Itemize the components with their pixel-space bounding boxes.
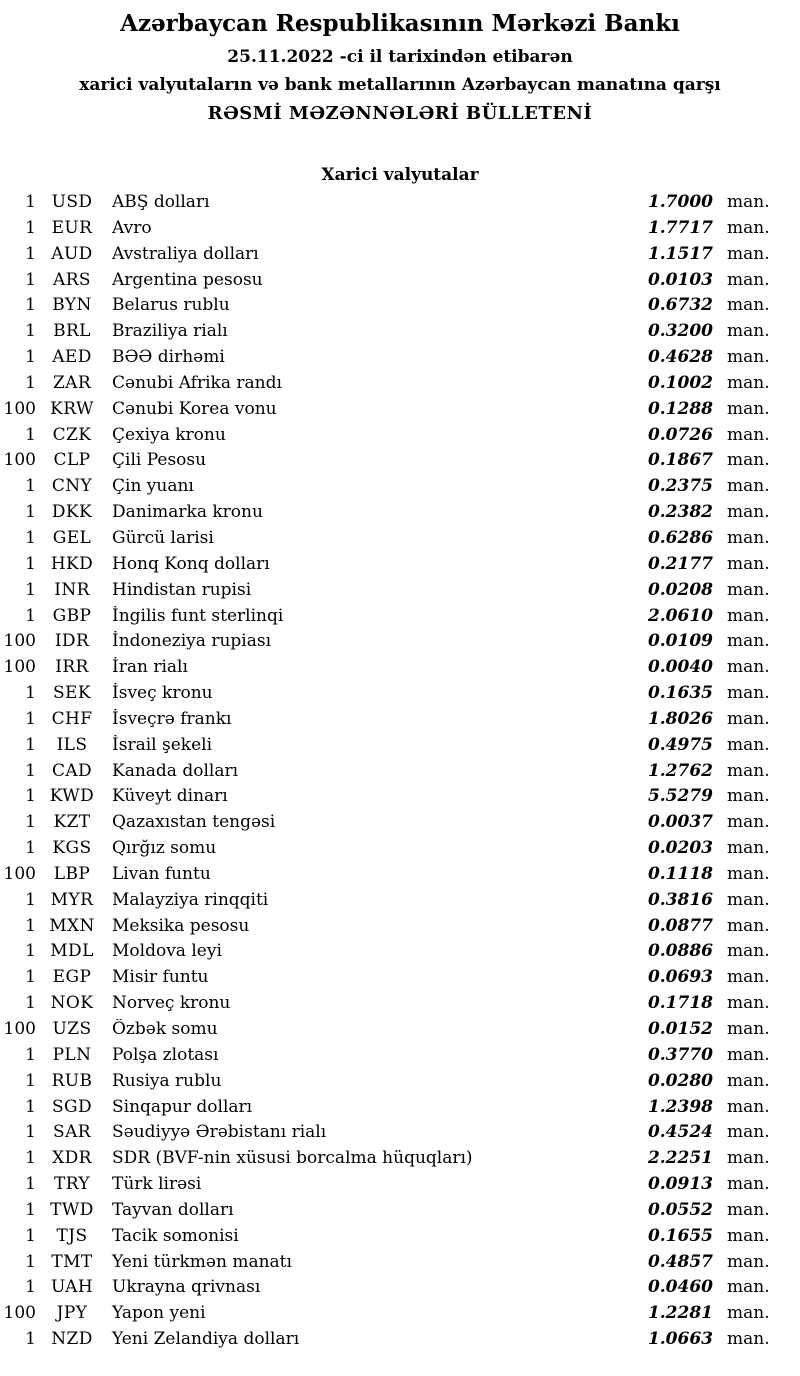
currency-code: IDR [54, 631, 90, 652]
currency-name: Argentina pesosu [112, 269, 263, 290]
currency-rate: 0.2382 [647, 502, 713, 523]
currency-quantity: 1 [25, 295, 36, 316]
currency-unit: man. [727, 476, 770, 497]
currency-quantity: 100 [3, 657, 36, 678]
currency-quantity: 1 [25, 321, 36, 342]
currency-name: Livan funtu [112, 863, 211, 884]
currency-unit: man. [727, 760, 770, 781]
currency-row [0, 683, 770, 709]
currency-rate: 0.1867 [647, 450, 713, 471]
currency-row [0, 1225, 770, 1252]
bulletin-title-line: RƏSMİ MƏZƏNNƏLƏRİ BÜLLETENİ [207, 103, 593, 124]
currency-row [0, 476, 770, 502]
currency-rate: 0.1718 [647, 993, 713, 1014]
currency-quantity: 1 [25, 1251, 36, 1272]
currency-quantity: 1 [25, 217, 36, 238]
currency-code: GBP [52, 605, 92, 626]
currency-quantity: 1 [25, 269, 36, 290]
currency-name: Tacik somonisi [112, 1225, 239, 1246]
currency-name: SDR (BVF-nin xüsusi borcalma hüquqları) [112, 1148, 473, 1169]
currency-unit: man. [727, 1044, 770, 1065]
currency-quantity: 1 [25, 1174, 36, 1195]
currency-unit: man. [727, 863, 770, 884]
currency-code: ARS [53, 269, 91, 290]
currency-code: CZK [52, 424, 92, 445]
currency-quantity: 1 [25, 1199, 36, 1220]
currency-name: Yeni türkmən manatı [112, 1251, 292, 1272]
currency-unit: man. [727, 398, 770, 419]
currency-rate: 0.3200 [647, 321, 713, 342]
currency-name: Polşa zlotası [112, 1044, 219, 1065]
currency-code: CAD [51, 760, 93, 781]
currency-unit: man. [727, 1174, 770, 1195]
currency-row [0, 1122, 770, 1148]
currency-name: Braziliya rialı [112, 321, 228, 342]
currency-rate: 1.2398 [647, 1096, 713, 1117]
currency-quantity: 1 [25, 372, 36, 393]
currency-name: İsveçrə frankı [112, 708, 232, 729]
currency-code: USD [51, 192, 93, 212]
currency-code: TMT [51, 1251, 93, 1272]
currency-name: ABŞ dolları [112, 192, 210, 212]
currency-code: IRR [55, 657, 89, 678]
currency-rate: 0.0280 [647, 1070, 713, 1091]
currency-quantity: 100 [3, 1303, 36, 1324]
currency-unit: man. [727, 993, 770, 1014]
currency-unit: man. [727, 269, 770, 290]
currency-rate: 0.0552 [647, 1199, 713, 1220]
currency-row [0, 941, 770, 967]
currency-quantity: 1 [25, 424, 36, 445]
currency-row [0, 631, 770, 657]
currency-code: ILS [56, 734, 88, 755]
currency-name: Yeni Zelandiya dolları [112, 1329, 300, 1350]
currency-row [0, 553, 770, 580]
currency-rate: 0.0040 [647, 657, 713, 678]
currency-quantity: 1 [25, 993, 36, 1014]
currency-rate: 0.6732 [647, 295, 713, 316]
currency-code: LBP [53, 863, 91, 884]
currency-code: CNY [51, 476, 93, 497]
currency-quantity: 1 [25, 1070, 36, 1091]
currency-rate: 0.3816 [647, 889, 713, 910]
currency-quantity: 1 [25, 683, 36, 704]
currency-code: KWD [49, 786, 95, 807]
currency-row [0, 605, 770, 632]
currency-rate: 2.0610 [647, 605, 713, 626]
currency-code: PLN [52, 1044, 92, 1065]
section-title-foreign-currencies: Xarici valyutalar [321, 165, 479, 185]
currency-quantity: 1 [25, 1044, 36, 1065]
currency-rate: 0.0203 [647, 838, 713, 859]
currency-code: TRY [53, 1174, 91, 1195]
currency-code: KGS [52, 838, 92, 859]
currency-name: Səudiyyə Ərəbistanı rialı [112, 1122, 327, 1143]
currency-name: Meksika pesosu [112, 915, 250, 936]
currency-code: DKK [51, 502, 93, 523]
currency-quantity: 1 [25, 1225, 36, 1246]
currency-name: Ukrayna qrivnası [112, 1277, 261, 1298]
currency-unit: man. [727, 527, 770, 548]
currency-rate: 1.0663 [647, 1329, 713, 1350]
currency-quantity: 1 [25, 347, 36, 368]
currency-unit: man. [727, 683, 770, 704]
currency-rate: 0.1002 [647, 372, 713, 393]
currency-name: Misir funtu [112, 967, 209, 988]
currency-rate: 0.4524 [647, 1122, 713, 1143]
currency-row [0, 502, 770, 528]
currency-code: AUD [51, 243, 93, 264]
currency-row [0, 1044, 770, 1071]
currency-name: Hindistan rupisi [112, 579, 252, 600]
currency-row [0, 838, 770, 864]
currency-name: Danimarka kronu [112, 502, 263, 523]
currency-unit: man. [727, 243, 770, 264]
currency-quantity: 1 [25, 708, 36, 729]
currency-name: Çili Pesosu [112, 450, 207, 471]
currency-rate: 0.0693 [647, 967, 713, 988]
currency-row [0, 1329, 770, 1355]
currency-unit: man. [727, 657, 770, 678]
currency-row [0, 1277, 770, 1303]
currency-code: TJS [56, 1225, 88, 1246]
currency-unit: man. [727, 553, 770, 574]
currency-unit: man. [727, 502, 770, 523]
currency-rate: 1.7717 [647, 217, 713, 238]
currency-code: MDL [50, 941, 94, 962]
currency-code: NZD [51, 1329, 93, 1350]
currency-code: UZS [52, 1019, 92, 1039]
currency-quantity: 1 [25, 243, 36, 264]
currency-code: HKD [50, 553, 94, 574]
currency-row [0, 295, 770, 321]
currency-unit: man. [727, 450, 770, 471]
currency-code: BRL [53, 321, 91, 342]
currency-row [0, 1174, 770, 1200]
currency-name: Yapon yeni [112, 1303, 206, 1324]
currency-row [0, 889, 770, 916]
currency-name: Belarus rublu [112, 295, 230, 316]
currency-row [0, 398, 770, 425]
currency-unit: man. [727, 579, 770, 600]
currency-row [0, 243, 770, 270]
currency-code: SAR [53, 1122, 91, 1143]
currency-code: CLP [53, 450, 91, 471]
currency-rate: 0.0037 [647, 812, 713, 833]
currency-unit: man. [727, 1148, 770, 1169]
currency-unit: man. [727, 1070, 770, 1091]
currency-unit: man. [727, 915, 770, 936]
currency-row [0, 812, 770, 838]
currency-quantity: 1 [25, 915, 36, 936]
currency-code: EUR [51, 217, 93, 238]
currency-unit: man. [727, 1329, 770, 1350]
currency-quantity: 100 [3, 450, 36, 471]
currency-row [0, 372, 770, 399]
currency-rate: 0.0103 [647, 269, 713, 290]
currency-row [0, 760, 770, 787]
currency-name: Qazaxıstan tengəsi [112, 812, 276, 833]
currency-row [0, 1070, 770, 1097]
currency-name: Cənubi Korea vonu [112, 398, 277, 419]
currency-quantity: 1 [25, 527, 36, 548]
currency-code: XDR [52, 1148, 92, 1169]
currency-rate: 1.7000 [647, 192, 713, 212]
currency-quantity: 100 [3, 863, 36, 884]
currency-row [0, 993, 770, 1019]
currency-unit: man. [727, 321, 770, 342]
currency-name: Türk lirəsi [112, 1174, 202, 1195]
currency-code: TWD [50, 1199, 94, 1220]
currency-quantity: 1 [25, 786, 36, 807]
currency-name: Kanada dolları [112, 760, 239, 781]
currency-name: İngilis funt sterlinqi [112, 605, 284, 626]
currency-name: Küveyt dinarı [112, 786, 228, 807]
currency-quantity: 1 [25, 1096, 36, 1117]
currency-row [0, 347, 770, 373]
currency-unit: man. [727, 1277, 770, 1298]
currency-name: Tayvan dolları [112, 1199, 234, 1220]
currency-rate: 5.5279 [647, 786, 713, 807]
currency-rate: 1.2762 [647, 760, 713, 781]
currency-row [0, 1251, 770, 1278]
page-title: Azərbaycan Respublikasının Mərkəzi Bankı [120, 10, 680, 37]
currency-name: Moldova leyi [112, 941, 222, 962]
currency-quantity: 100 [3, 1019, 36, 1039]
currency-row [0, 1199, 770, 1226]
currency-quantity: 100 [3, 398, 36, 419]
currency-rate: 0.0109 [647, 631, 713, 652]
currency-rate: 0.0913 [647, 1174, 713, 1195]
currency-code: CHF [51, 708, 93, 729]
currency-rate: 0.0152 [647, 1019, 713, 1039]
currency-name: Cənubi Afrika randı [112, 372, 282, 393]
currency-code: GEL [52, 527, 92, 548]
currency-name: Çexiya kronu [112, 424, 226, 445]
currency-rate: 0.6286 [647, 527, 713, 548]
currency-row [0, 192, 770, 218]
currency-name: Sinqapur dolları [112, 1096, 253, 1117]
currency-code: ZAR [52, 372, 92, 393]
currency-quantity: 1 [25, 838, 36, 859]
currency-rates-table [0, 192, 800, 1355]
currency-unit: man. [727, 1199, 770, 1220]
currency-name: Norveç kronu [112, 993, 231, 1014]
currency-name: Qırğız somu [112, 838, 217, 859]
currency-rate: 0.3770 [647, 1044, 713, 1065]
currency-rate: 0.1635 [647, 683, 713, 704]
currency-unit: man. [727, 734, 770, 755]
currency-name: Avro [112, 217, 152, 238]
currency-unit: man. [727, 372, 770, 393]
currency-unit: man. [727, 192, 770, 212]
currency-quantity: 1 [25, 553, 36, 574]
currency-rate: 0.0726 [647, 424, 713, 445]
currency-quantity: 1 [25, 1122, 36, 1143]
currency-rate: 0.1655 [647, 1225, 713, 1246]
currency-code: KZT [53, 812, 91, 833]
currency-row [0, 424, 770, 451]
currency-name: Özbək somu [112, 1019, 218, 1039]
currency-row [0, 1096, 770, 1123]
currency-name: Rusiya rublu [112, 1070, 222, 1091]
currency-name: Çin yuanı [112, 476, 194, 497]
currency-name: Gürcü larisi [112, 527, 214, 548]
currency-unit: man. [727, 347, 770, 368]
currency-quantity: 1 [25, 579, 36, 600]
currency-unit: man. [727, 708, 770, 729]
currency-row [0, 527, 770, 554]
currency-unit: man. [727, 217, 770, 238]
currency-quantity: 1 [25, 476, 36, 497]
currency-unit: man. [727, 1122, 770, 1143]
currency-row [0, 450, 770, 476]
currency-quantity: 1 [25, 812, 36, 833]
currency-rate: 0.4975 [647, 734, 713, 755]
currency-row [0, 708, 770, 735]
currency-unit: man. [727, 812, 770, 833]
currency-code: AED [52, 347, 92, 368]
currency-quantity: 1 [25, 734, 36, 755]
currency-unit: man. [727, 1019, 770, 1039]
currency-unit: man. [727, 1303, 770, 1324]
currency-unit: man. [727, 967, 770, 988]
currency-quantity: 1 [25, 1277, 36, 1298]
currency-name: İsrail şekeli [112, 734, 212, 755]
currency-rate: 1.8026 [647, 708, 713, 729]
currency-rate: 1.2281 [647, 1303, 713, 1324]
currency-quantity: 1 [25, 889, 36, 910]
currency-unit: man. [727, 424, 770, 445]
currency-unit: man. [727, 786, 770, 807]
currency-code: SEK [53, 683, 91, 704]
currency-row [0, 657, 770, 683]
currency-unit: man. [727, 631, 770, 652]
currency-rate: 0.0877 [647, 915, 713, 936]
currency-rate: 0.0208 [647, 579, 713, 600]
currency-quantity: 1 [25, 967, 36, 988]
currency-unit: man. [727, 1251, 770, 1272]
currency-name: İsveç kronu [112, 683, 213, 704]
currency-quantity: 100 [3, 631, 36, 652]
currency-rate: 0.1118 [647, 863, 713, 884]
currency-unit: man. [727, 941, 770, 962]
currency-rate: 0.0460 [647, 1277, 713, 1298]
currency-quantity: 1 [25, 1148, 36, 1169]
currency-row [0, 915, 770, 942]
currency-code: SGD [51, 1096, 93, 1117]
currency-rate: 1.1517 [647, 243, 713, 264]
currency-row [0, 734, 770, 761]
currency-name: Honq Konq dolları [112, 553, 270, 574]
currency-quantity: 1 [25, 1329, 36, 1350]
currency-code: RUB [51, 1070, 93, 1091]
currency-unit: man. [727, 838, 770, 859]
currency-unit: man. [727, 889, 770, 910]
effective-date-line: 25.11.2022 -ci il tarixindən etibarən [227, 47, 573, 67]
currency-row [0, 217, 770, 244]
currency-code: NOK [50, 993, 94, 1014]
currency-rate: 0.1288 [647, 398, 713, 419]
currency-quantity: 1 [25, 941, 36, 962]
currency-row [0, 1303, 770, 1329]
currency-rate: 0.4628 [647, 347, 713, 368]
currency-row [0, 786, 770, 812]
currency-row [0, 863, 770, 890]
currency-row [0, 1148, 770, 1174]
currency-rate: 0.4857 [647, 1251, 713, 1272]
currency-code: EGP [52, 967, 92, 988]
currency-quantity: 1 [25, 502, 36, 523]
currency-name: Malayziya rinqqiti [112, 889, 269, 910]
currency-code: KRW [50, 398, 94, 419]
currency-code: BYN [52, 295, 92, 316]
currency-code: MXN [49, 915, 95, 936]
currency-row [0, 321, 770, 347]
currency-quantity: 1 [25, 192, 36, 212]
currency-rate: 0.2375 [647, 476, 713, 497]
currency-rate: 2.2251 [647, 1148, 713, 1169]
currency-code: MYR [50, 889, 94, 910]
currency-unit: man. [727, 1096, 770, 1117]
currency-quantity: 1 [25, 605, 36, 626]
currency-quantity: 1 [25, 760, 36, 781]
currency-row [0, 1019, 770, 1045]
currency-name: İndoneziya rupiası [112, 631, 272, 652]
currency-row [0, 579, 770, 606]
currency-row [0, 967, 770, 993]
currency-name: BƏƏ dirhəmi [112, 347, 225, 368]
currency-name: Avstraliya dolları [112, 243, 259, 264]
subtitle-line: xarici valyutaların və bank metallarının Azərbaycan manatına qarşı [79, 75, 721, 95]
currency-code: UAH [50, 1277, 94, 1298]
currency-unit: man. [727, 295, 770, 316]
currency-code: INR [54, 579, 90, 600]
currency-code: JPY [56, 1303, 88, 1324]
currency-row [0, 269, 770, 296]
currency-name: İran rialı [112, 657, 188, 678]
currency-rate: 0.2177 [647, 553, 713, 574]
currency-rate: 0.0886 [647, 941, 713, 962]
currency-unit: man. [727, 605, 770, 626]
currency-unit: man. [727, 1225, 770, 1246]
